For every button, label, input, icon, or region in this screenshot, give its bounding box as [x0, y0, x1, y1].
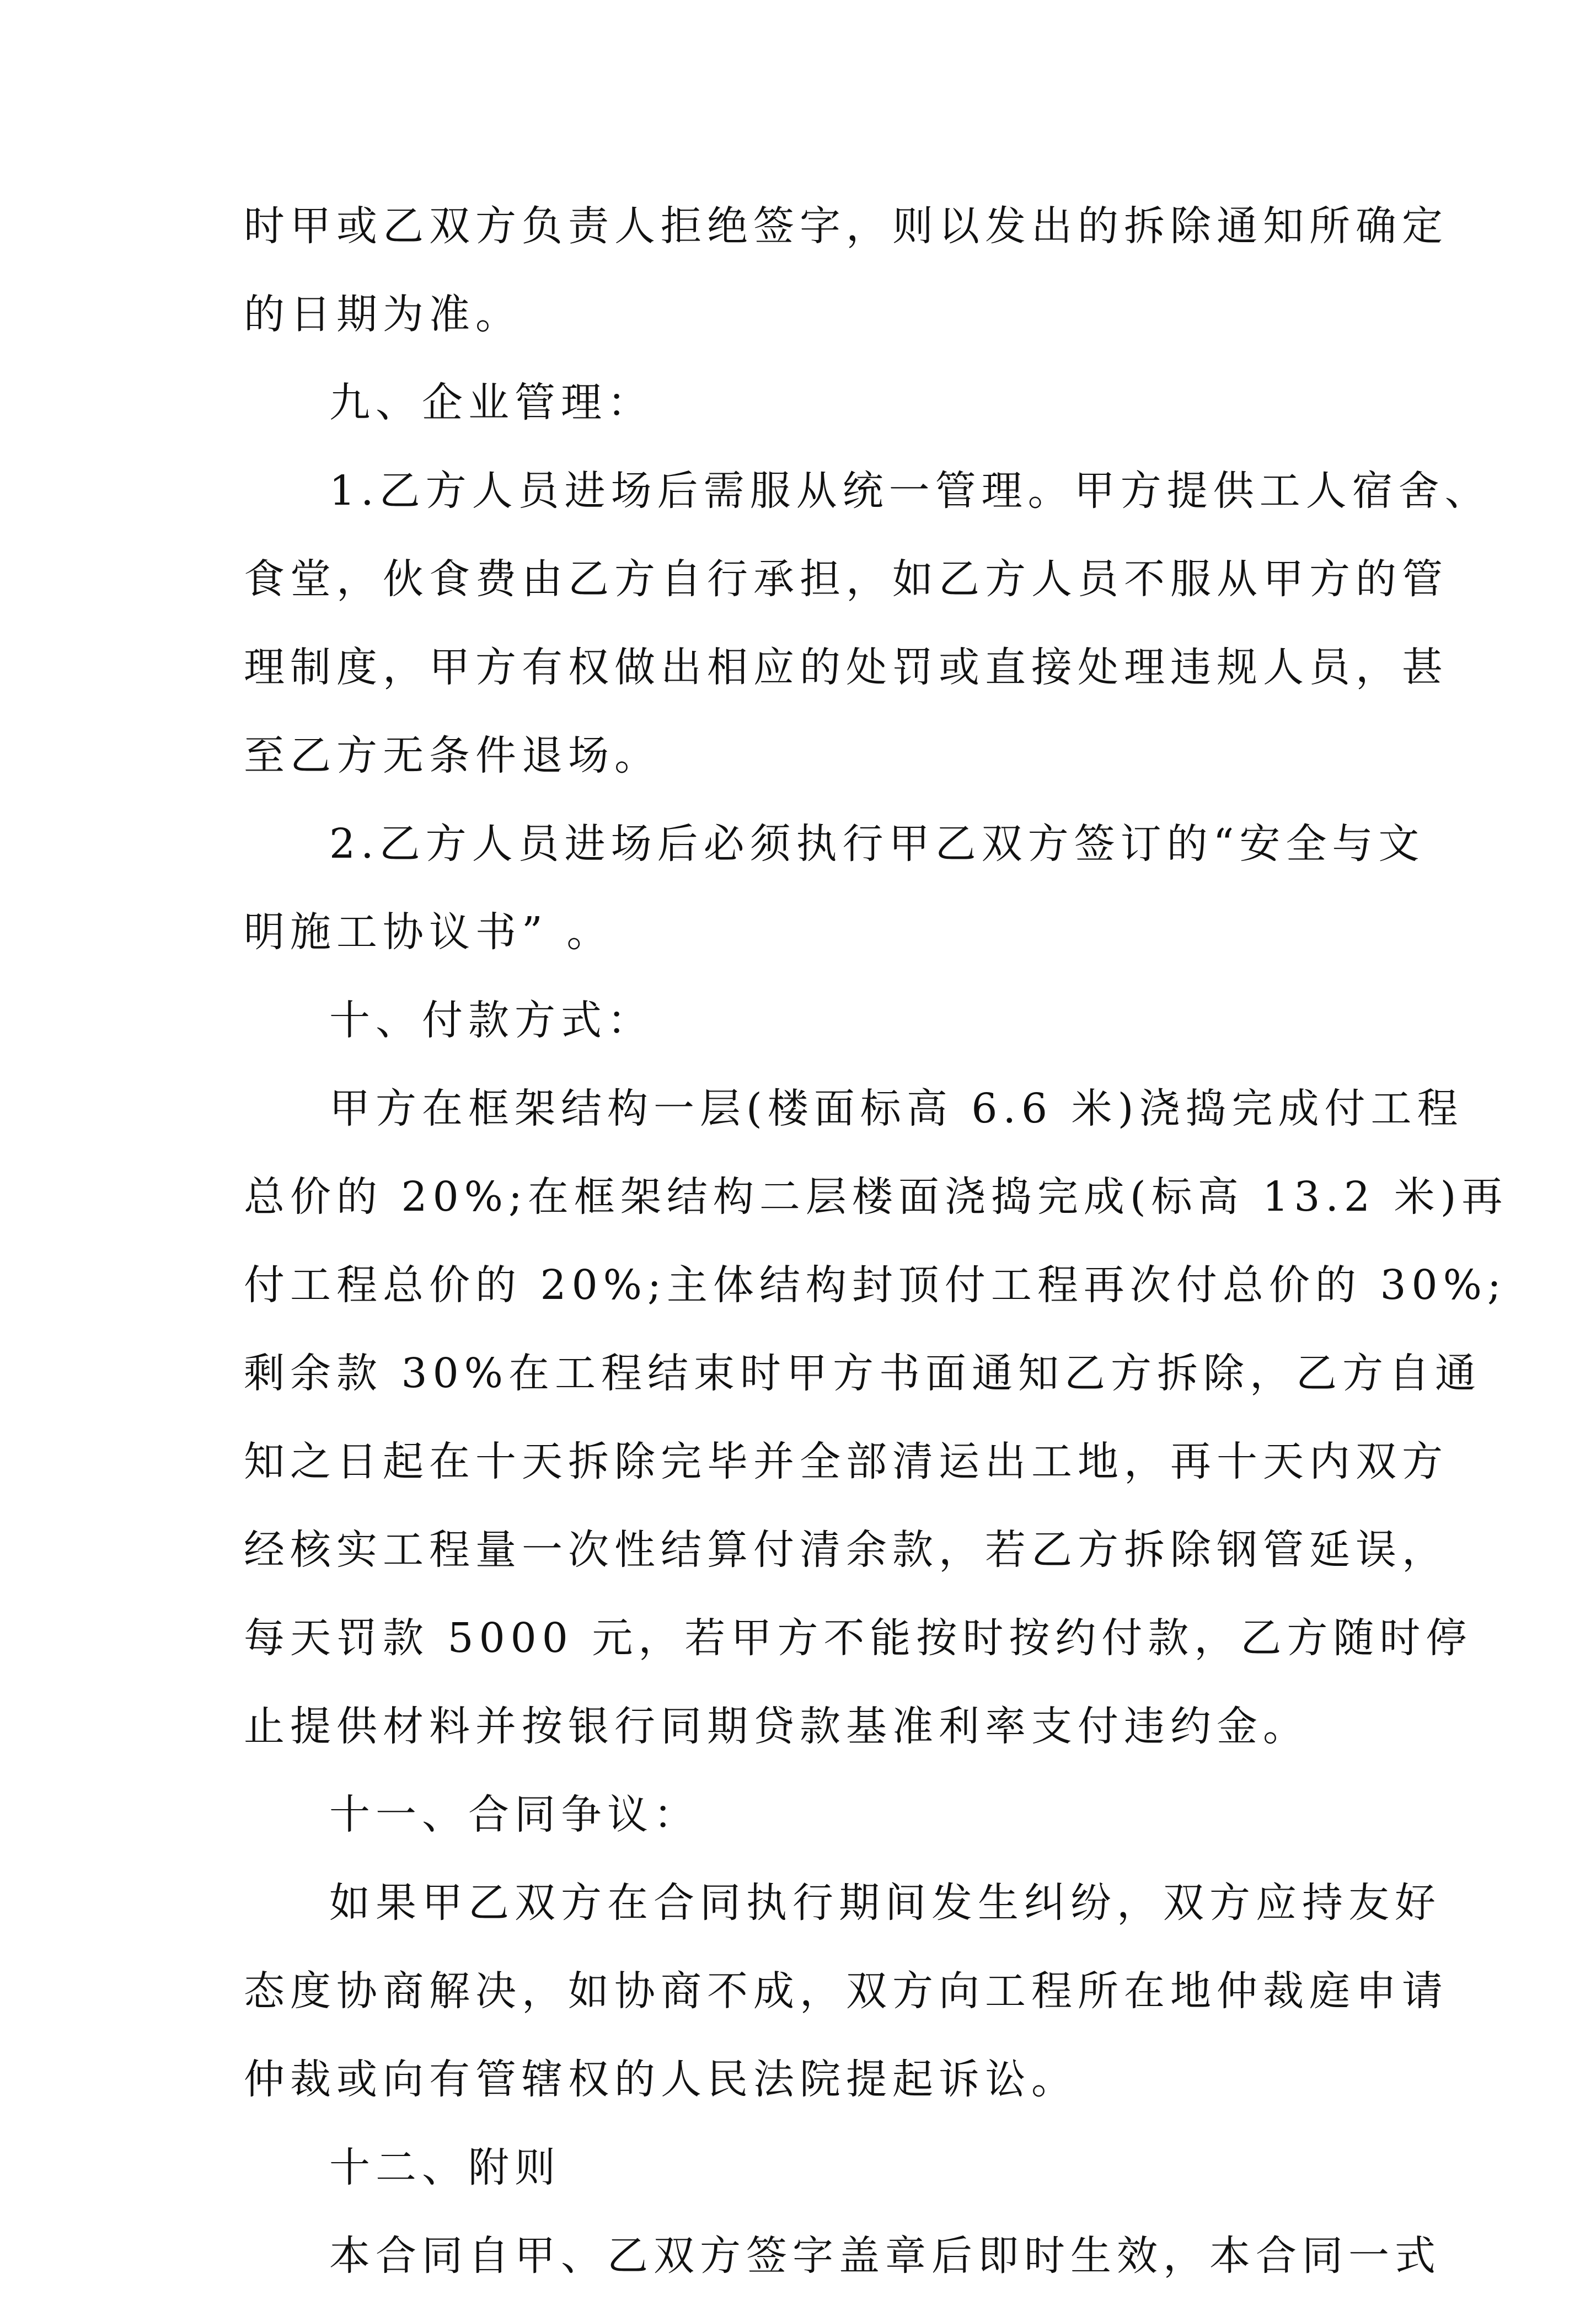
text-line-4: 1.乙方人员进场后需服从统一管理。甲方提供工人宿舍、: [329, 467, 1491, 515]
text-line-12: 总价的 20%;在框架结构二层楼面浇捣完成(标高 13.2 米)再: [244, 1173, 1508, 1221]
document-body: [244, 182, 1508, 2300]
text-line-14: 剩余款 30%在工程结束时甲方书面通知乙方拆除，乙方自通: [244, 1350, 1481, 1397]
text-line-2: 的日期为准。: [244, 291, 522, 338]
text-line-24: 本合同自甲、乙双方签字盖章后即时生效，本合同一式: [329, 2232, 1441, 2280]
text-line-17: 每天罚款 5000 元，若甲方不能按时按约付款，乙方随时停: [244, 1614, 1472, 1662]
text-line-9: 明施工协议书” 。: [244, 908, 613, 956]
section-heading-ten: 十、付款方式：: [329, 997, 654, 1044]
text-line-16: 经核实工程量一次性结算付清余款，若乙方拆除钢管延误，: [244, 1526, 1448, 1574]
text-line-5: 食堂，伙食费由乙方自行承担，如乙方人员不服从甲方的管: [244, 555, 1448, 603]
section-heading-twelve: 十二、附则: [329, 2144, 561, 2191]
text-line-1: 时甲或乙双方负责人拒绝签字，则以发出的拆除通知所确定: [244, 202, 1448, 250]
text-line-21: 态度协商解决，如协商不成，双方向工程所在地仲裁庭申请: [244, 1967, 1448, 2015]
text-line-22: 仲裁或向有管辖权的人民法院提起诉讼。: [244, 2056, 1078, 2103]
section-heading-eleven: 十一、合同争议：: [329, 1791, 700, 1838]
text-line-20: 如果甲乙双方在合同执行期间发生纠纷，双方应持友好: [329, 1879, 1441, 1927]
section-heading-nine: 九、企业管理：: [329, 379, 654, 426]
text-line-18: 止提供材料并按银行同期贷款基准利率支付违约金。: [244, 1703, 1309, 1750]
text-line-8: 2.乙方人员进场后必须执行甲乙双方签订的“安全与文: [329, 820, 1425, 868]
text-line-13: 付工程总价的 20%;主体结构封顶付工程再次付总价的 30%;: [244, 1261, 1507, 1309]
text-line-7: 至乙方无条件退场。: [244, 732, 661, 779]
text-line-15: 知之日起在十天拆除完毕并全部清运出工地，再十天内双方: [244, 1438, 1448, 1485]
text-line-11: 甲方在框架结构一层(楼面标高 6.6 米)浇捣完成付工程: [329, 1085, 1464, 1132]
text-line-6: 理制度，甲方有权做出相应的处罚或直接处理违规人员，甚: [244, 644, 1448, 691]
